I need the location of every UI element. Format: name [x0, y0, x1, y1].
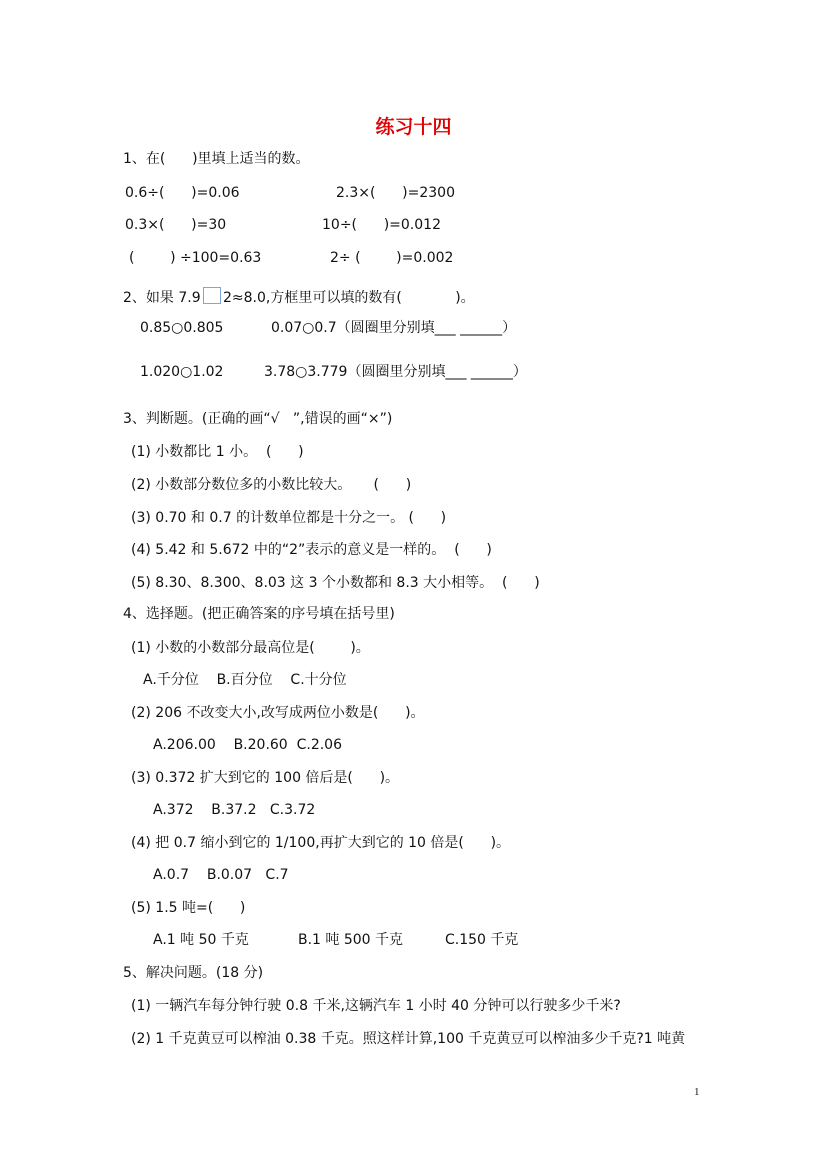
q2-compare-3: 1.020○1.02 [140, 364, 224, 380]
page-number: 1 [694, 1086, 700, 1098]
q5-problem-1: (1) 一辆汽车每分钟行驶 0.8 千米,这辆汽车 1 小时 40 分钟可以行驶多少千米? [131, 998, 621, 1014]
q3-item-5: (5) 8.30、8.300、8.03 这 3 个小数都和 8.3 大小相等。 ( ) [131, 575, 540, 591]
q1-row2-left: 0.3×( )=30 [125, 217, 227, 233]
q2-compare-1: 0.85○0.805 [140, 320, 224, 336]
q1-row1-right: 2.3×( )=2300 [336, 185, 455, 201]
q5-heading: 5、解决问题。(18 分) [123, 965, 264, 981]
q1-row3-right: 2÷ ( )=0.002 [330, 250, 454, 266]
q4-sub-2: (2) 206 不改变大小,改写成两位小数是( )。 [131, 705, 425, 721]
q1-row2-right: 10÷( )=0.012 [322, 217, 441, 233]
q1-heading: 1、在( )里填上适当的数。 [123, 151, 310, 167]
q4-sub-5: (5) 1.5 吨=( ) [131, 900, 246, 916]
q4-heading: 4、选择题。(把正确答案的序号填在括号里) [123, 606, 395, 622]
q3-item-3: (3) 0.70 和 0.7 的计数单位都是十分之一。 ( ) [131, 510, 447, 526]
q4-sub-1: (1) 小数的小数部分最高位是( )。 [131, 640, 370, 656]
q3-item-4: (4) 5.42 和 5.672 中的“2”表示的意义是一样的。 ( ) [131, 542, 492, 558]
q1-row1-left: 0.6÷( )=0.06 [125, 185, 240, 201]
q4-sub-4: (4) 把 0.7 缩小到它的 1/100,再扩大到它的 10 倍是( )。 [131, 835, 511, 851]
q2-heading-start: 2、如果 7.9 [123, 290, 201, 306]
q4-sub-5-option-b: B.1 吨 500 千克 [298, 932, 404, 948]
q3-heading: 3、判断题。(正确的画“√ ”,错误的画“×”) [123, 411, 393, 427]
q3-item-1: (1) 小数都比 1 小。 ( ) [131, 444, 304, 460]
page-title: 练习十四 [375, 116, 452, 138]
q4-sub-5-option-c: C.150 千克 [445, 932, 519, 948]
q2-heading-end: 2≈8.0,方框里可以填的数有( )。 [223, 290, 475, 306]
q4-sub-4-options: A.0.7 B.0.07 C.7 [153, 867, 289, 883]
q5-problem-2: (2) 1 千克黄豆可以榨油 0.38 千克。照这样计算,100 千克黄豆可以榨油多少千克?1 吨黄 [131, 1031, 686, 1047]
q1-row3-left: ( ) ÷100=0.63 [129, 250, 262, 266]
digit-box [203, 287, 221, 304]
q4-sub-5-option-a: A.1 吨 50 千克 [153, 932, 249, 948]
q4-sub-3-options: A.372 B.37.2 C.3.72 [153, 802, 316, 818]
q2-compare-2: 0.07○0.7（圆圈里分别填___ ______） [271, 320, 517, 336]
q4-sub-3: (3) 0.372 扩大到它的 100 倍后是( )。 [131, 770, 400, 786]
q2-compare-4: 3.78○3.779（圆圈里分别填___ ______） [264, 364, 527, 380]
q4-sub-1-options: A.千分位 B.百分位 C.十分位 [143, 672, 347, 688]
q3-item-2: (2) 小数部分数位多的小数比较大。 ( ) [131, 477, 412, 493]
q4-sub-2-options: A.206.00 B.20.60 C.2.06 [153, 737, 342, 753]
